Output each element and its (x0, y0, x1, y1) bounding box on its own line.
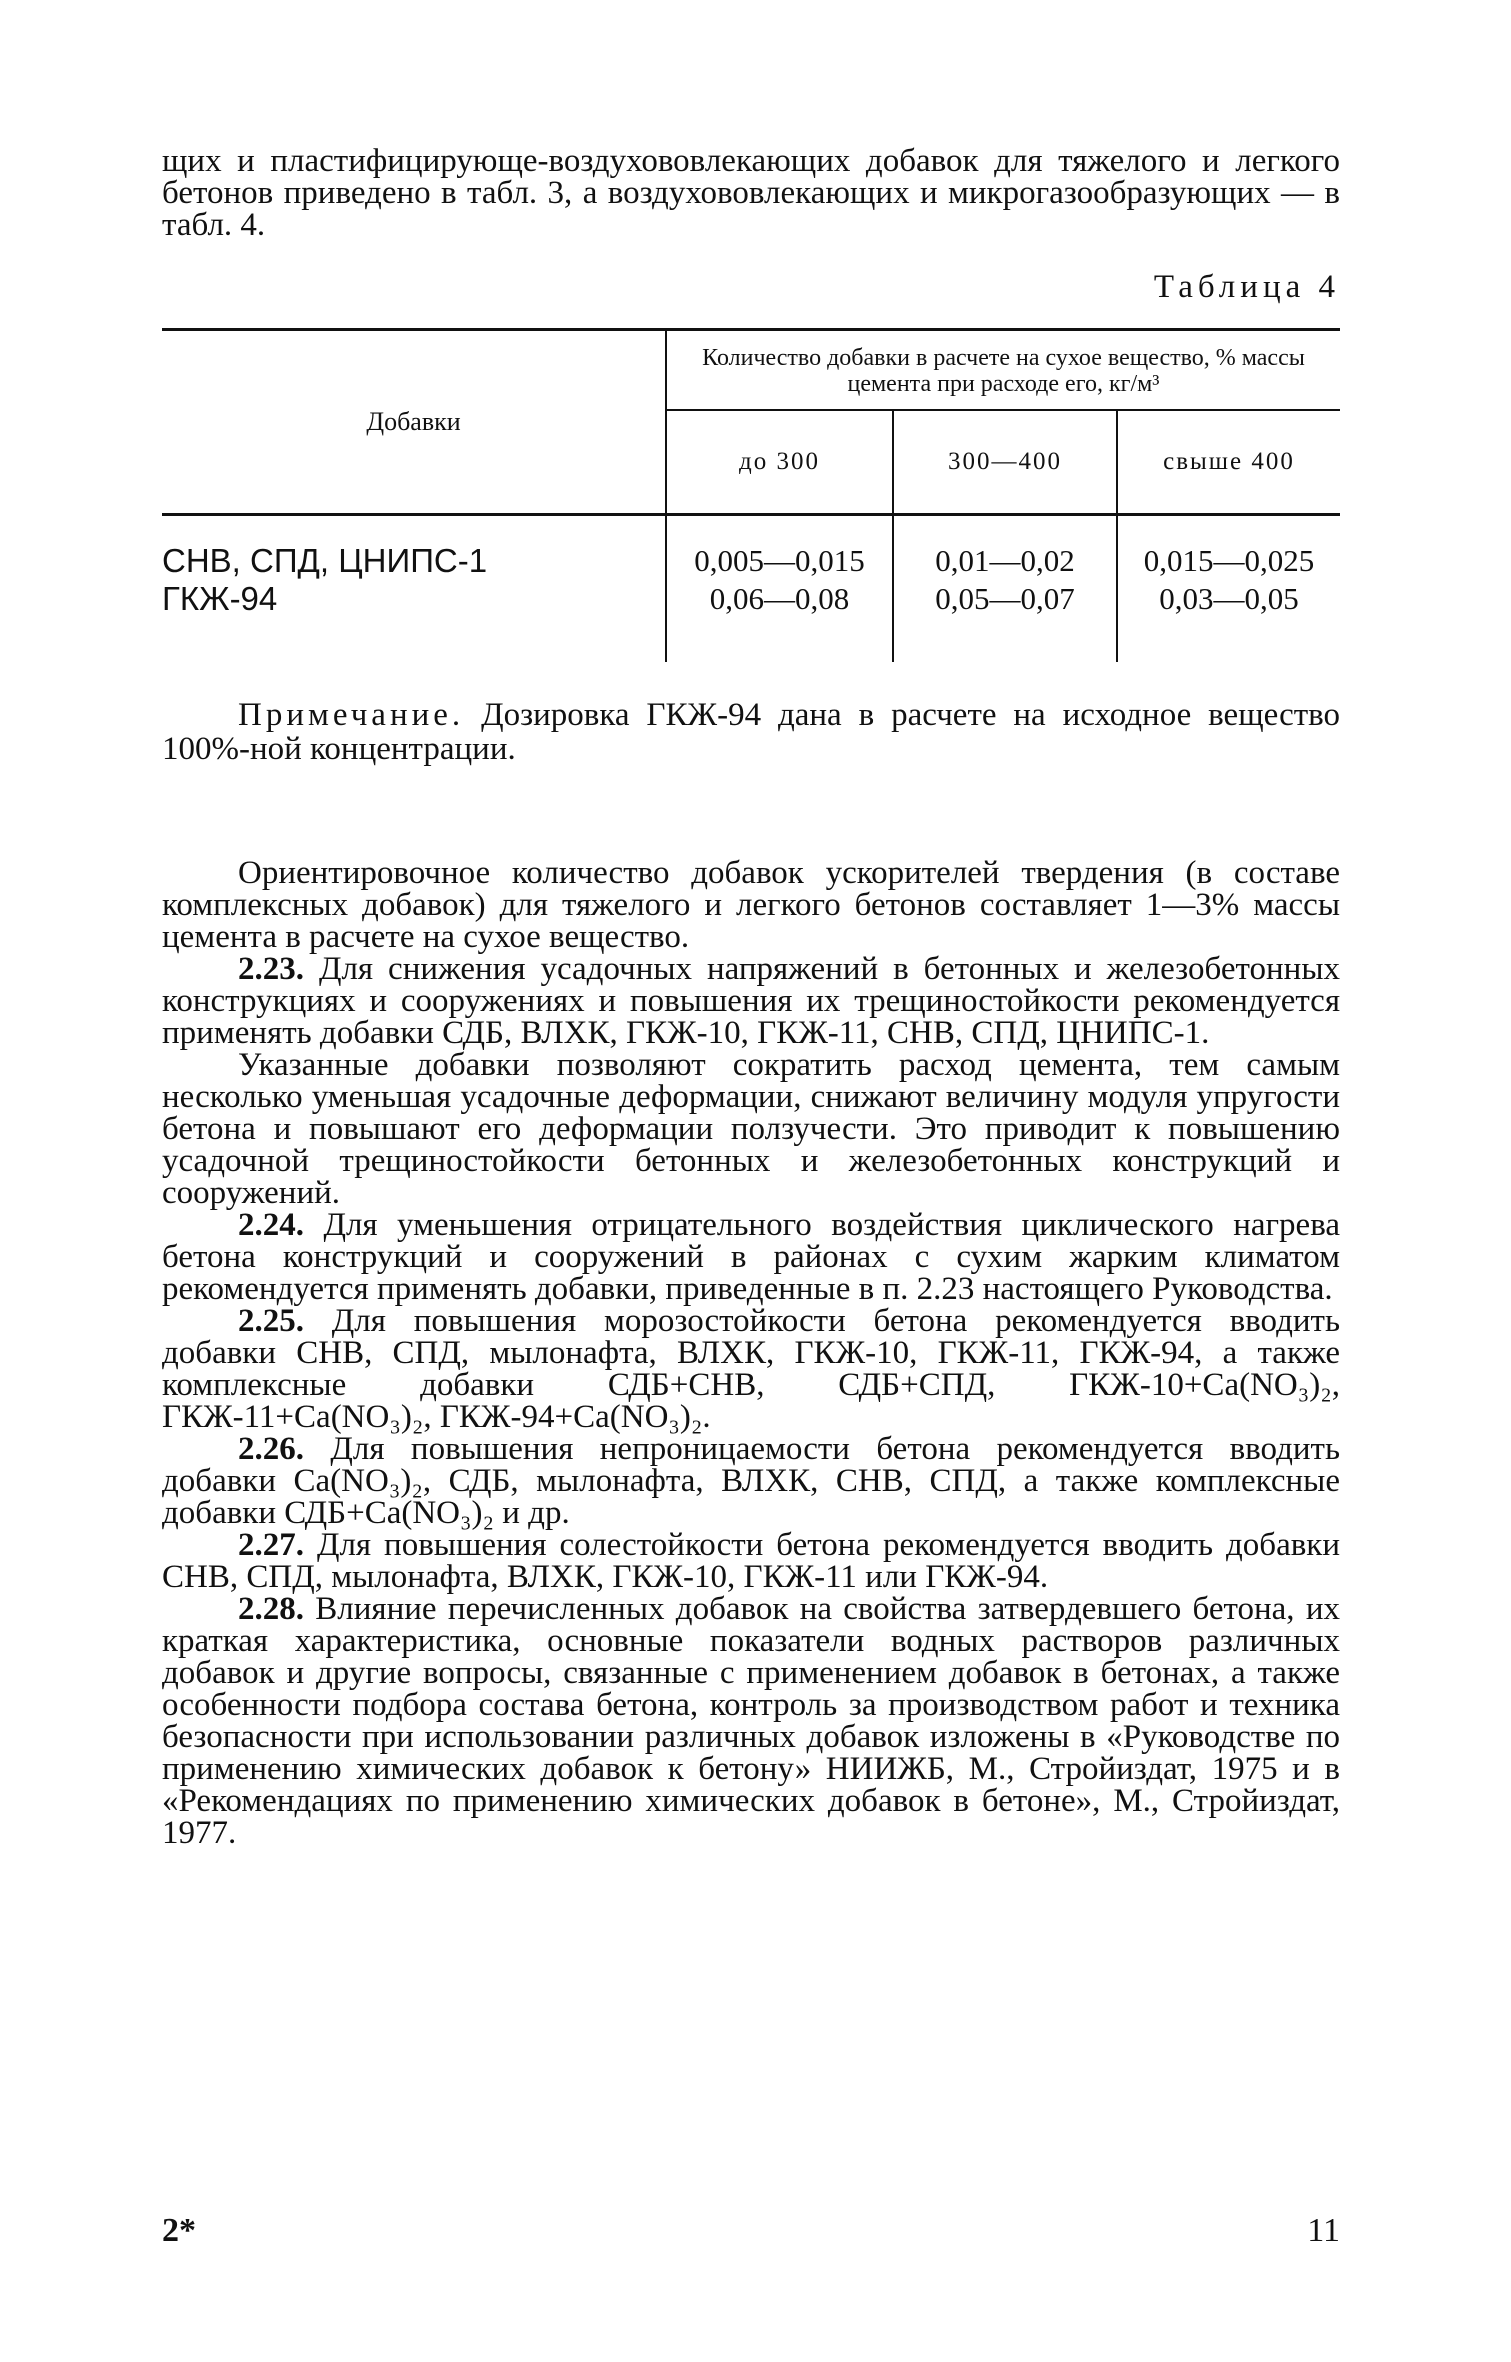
row-name: СНВ, СПД, ЦНИПС-1 (162, 542, 488, 579)
table-cell: 0,05—0,07 (893, 580, 1117, 662)
paragraph-text: Указанные добавки позволяют сократить расход цемента, тем самым несколько уменьшая усадочные деформации, снижают величину модуля упругости бетона и повышают его деформации ползучести. Это приводит к повышению усадочной трещиностойкости бетонных и железобетонных конструкций и сооружений. (162, 1047, 1340, 1211)
table-note (162, 698, 1340, 766)
section-number: 2.27. (238, 1527, 304, 1563)
page-number: 11 (1307, 2212, 1340, 2249)
paragraph-text: Ориентировочное количество добавок ускорителей твердения (в составе комплексных добавок) для тяжелого и легкого бетонов составляет 1—3% массы цемента в расчете на сухое вещество. (162, 855, 1340, 955)
col-header-3: свыше 400 (1117, 410, 1340, 515)
body-paragraph (162, 953, 1340, 1049)
body-paragraph (162, 1593, 1340, 1849)
row-name: ГКЖ-94 (162, 580, 278, 617)
col-header-additive: Добавки (162, 330, 666, 515)
page-content (162, 145, 1340, 1849)
col-header-1: до 300 (666, 410, 893, 515)
table-cell: 0,06—0,08 (666, 580, 893, 662)
note-text: Дозировка ГКЖ-94 дана в расчете на исходное вещество 100%-ной концентрации. (162, 697, 1340, 767)
section-number: 2.28. (238, 1591, 304, 1627)
body-paragraph (162, 857, 1340, 953)
intro-paragraph: щих и пластифицирующе-воздухововлекающих добавок для тяжелого и легкого бетонов приведено в табл. 3, а воздухововлекающих и микрогазообразующих — в табл. 4. (162, 143, 1340, 243)
table-cell: 0,03—0,05 (1117, 580, 1340, 662)
col-header-2: 300—400 (893, 410, 1117, 515)
signature-mark: 2* (162, 2212, 196, 2249)
body-paragraph (162, 1433, 1340, 1529)
spacer (162, 799, 1340, 857)
paragraph-text: Влияние перечисленных добавок на свойства затвердевшего бетона, их краткая характеристика, основные показатели водных растворов различных добавок и другие вопросы, связанные с применением добавок в бетонах, а также особенности подбора состава бетона, контроль за производством работ и техника безопасности при использовании различных добавок изложены в «Руководстве по применению химических добавок к бетону» НИИЖБ, М., Стройиздат, 1975 и в «Рекомендациях по применению химических добавок в бетоне», М., Стройиздат, 1977. (162, 1591, 1340, 1851)
paragraph-text: Для уменьшения отрицательного воздействия циклического нагрева бетона конструкций и сооружений в районах с сухим жарким климатом рекомендуется применять добавки, приведенные в п. 2.23 настоящего Руководства. (162, 1207, 1340, 1307)
table-row (162, 580, 1340, 662)
section-number: 2.24. (238, 1207, 304, 1243)
table-cell: 0,005—0,015 (666, 515, 893, 581)
group-header: Количество добавки в расчете на сухое вещество, % массы цемента при расходе его, кг/м³ (666, 330, 1340, 411)
table-cell: 0,015—0,025 (1117, 515, 1340, 581)
additives-table (162, 328, 1340, 662)
paragraph-text: Для снижения усадочных напряжений в бетонных и железобетонных конструкциях и сооружениях и повышения их трещиностойкости рекомендуется применять добавки СДБ, ВЛХК, ГКЖ-10, ГКЖ-11, СНВ, СПД, ЦНИПС-1. (162, 951, 1341, 1051)
body-paragraph (162, 1529, 1340, 1593)
body-paragraphs (162, 857, 1340, 1849)
section-number: 2.25. (238, 1303, 304, 1339)
paragraph-text: Для повышения солестойкости бетона рекомендуется вводить добавки СНВ, СПД, мылонафта, ВЛХК, ГКЖ-10, ГКЖ-11 или ГКЖ-94. (162, 1527, 1341, 1595)
section-number: 2.26. (238, 1431, 304, 1467)
body-paragraph (162, 1209, 1340, 1305)
paragraph-text: Для повышения морозостойкости бетона рекомендуется вводить добавки СНВ, СПД, мылонафта, ВЛХК, ГКЖ-10, ГКЖ-11, ГКЖ-94, а также комплексные добавки СДБ+СНВ, СДБ+СПД, ГКЖ-10+Ca(NO₃)₂, ГКЖ-11+Ca(NO₃)₂, ГКЖ-94+Ca(NO₃)₂. (162, 1303, 1341, 1435)
table-caption: Таблица 4 (1153, 269, 1340, 305)
table-row (162, 515, 1340, 581)
table-cell: 0,01—0,02 (893, 515, 1117, 581)
section-number: 2.23. (238, 951, 304, 987)
note-label: Примечание. (238, 697, 465, 733)
paragraph-text: Для повышения непроницаемости бетона рекомендуется вводить добавки Ca(NO₃)₂, СДБ, мылонафта, ВЛХК, СНВ, СПД, а также комплексные добавки СДБ+Ca(NO₃)₂ и др. (162, 1431, 1341, 1531)
body-paragraph (162, 1049, 1340, 1209)
body-paragraph (162, 1305, 1340, 1433)
